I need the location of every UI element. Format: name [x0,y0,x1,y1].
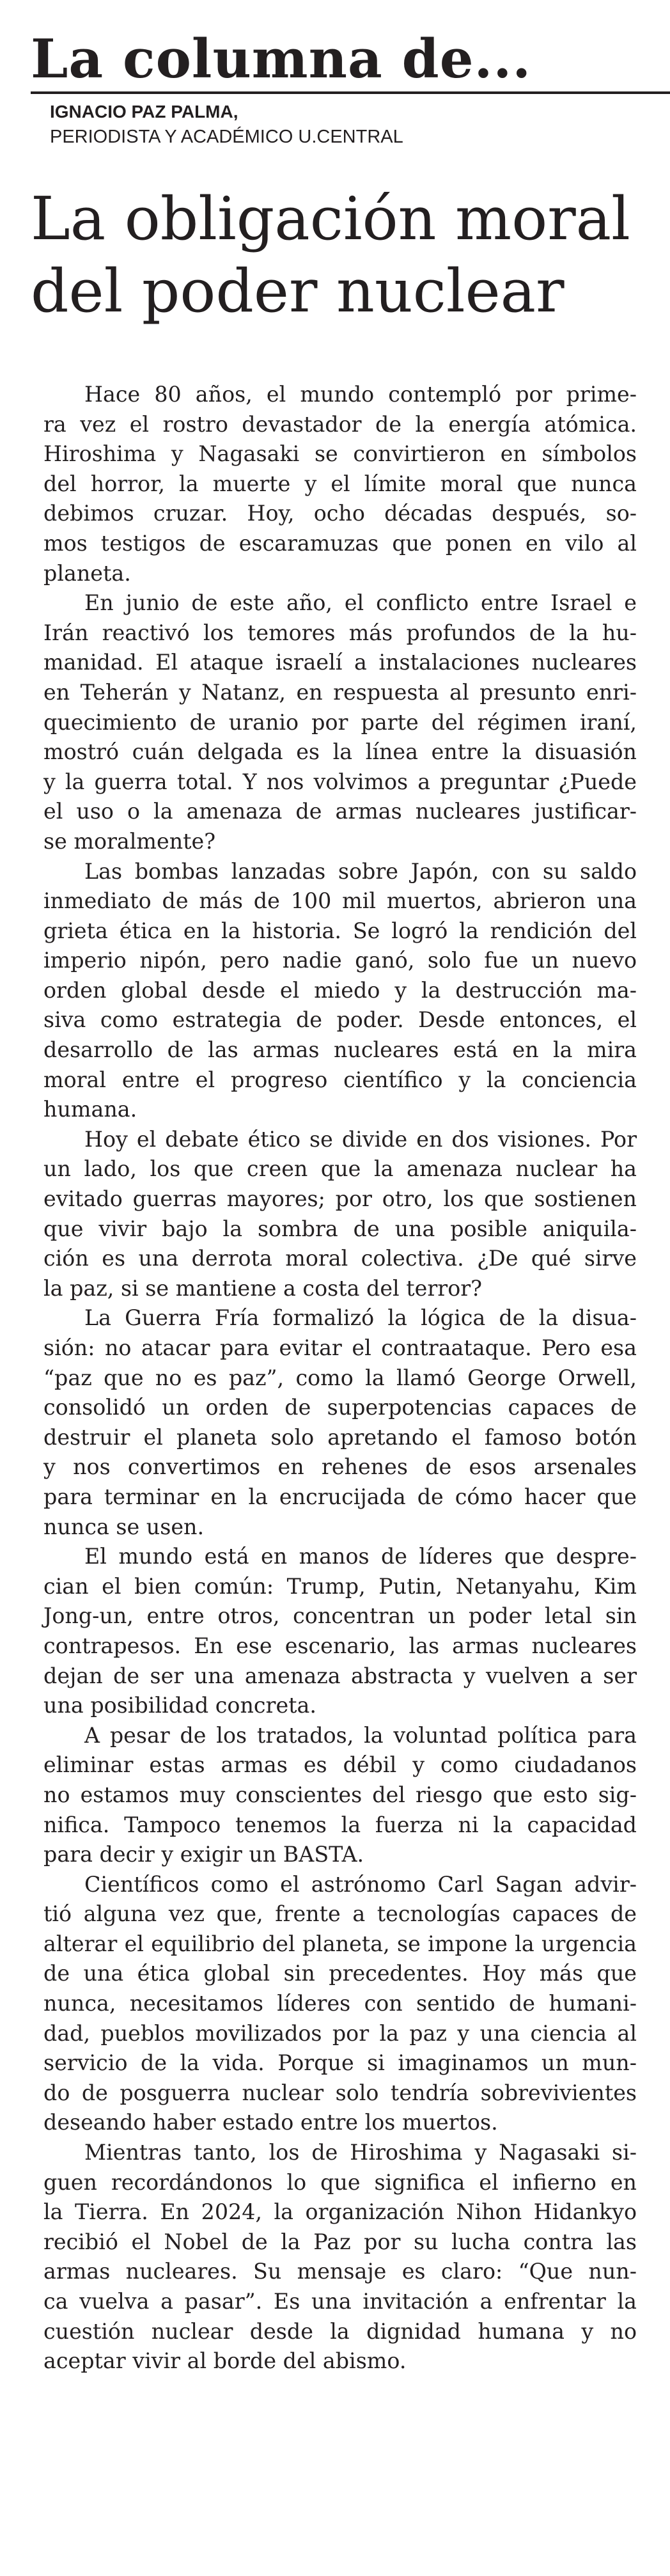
paragraph-line: Irán reactivó los temores más profundos de la hu- [43,620,637,645]
paragraph-line: desarrollo de las armas nucleares está en la mira [43,1037,637,1063]
paragraph-line: do de posguerra nuclear solo tendría sobrevivientes [43,2080,637,2105]
section-header [31,27,657,98]
paragraph-line: destruir el planeta solo apretando el famoso botón [43,1424,637,1450]
paragraph-line: nunca se usen. [43,1514,205,1539]
paragraph-line: para decir y exigir un BASTA. [43,1842,364,1867]
article-paragraph [43,857,637,1125]
paragraph-line: dad, pueblos movilizados por la paz y una ciencia al [43,2020,637,2046]
paragraph-line: cian el bien común: Trump, Putin, Netanyahu, Kim [43,1573,637,1599]
article-paragraph [43,1542,637,1721]
paragraph-line: que vivir bajo la sombra de una posible aniquila- [43,1216,637,1241]
paragraph-line: Científicos como el astrónomo Carl Sagan advir- [84,1871,637,1897]
paragraph-line: ca vuelva a pasar”. Es una invitación a enfrentar la [43,2289,637,2314]
paragraph-line: planeta. [43,560,131,586]
paragraph-line: A pesar de los tratados, la voluntad política para [84,1722,637,1748]
article-paragraph [43,1870,637,2138]
paragraph-line: sión: no atacar para evitar el contraataque. Pero esa [43,1335,637,1360]
paragraph-line: manidad. El ataque israelí a instalaciones nucleares [43,650,637,675]
paragraph-line: evitado guerras mayores; por otro, los que sostienen [43,1186,637,1212]
paragraph-line: recibió el Nobel de la Paz por su lucha contra las [43,2229,637,2254]
article-headline [31,183,664,327]
paragraph-line: Las bombas lanzadas sobre Japón, con su saldo [84,858,637,884]
paragraph-line: deseando haber estado entre los muertos. [43,2110,498,2135]
paragraph-line: servicio de la vida. Porque si imaginamos un mun- [43,2050,637,2076]
paragraph-line: inmediato de más de 100 mil muertos, abrieron una [43,888,637,914]
paragraph-line: la Tierra. En 2024, la organización Nihon Hidankyo [43,2199,637,2225]
paragraph-line: debimos cruzar. Hoy, ocho décadas después, so- [43,501,637,526]
paragraph-line: Hiroshima y Nagasaki se convirtieron en símbolos [43,441,637,467]
paragraph-line: del horror, la muerte y el límite moral que nunca [43,471,637,496]
paragraph-line: humana. [43,1097,137,1122]
paragraph-line: ra vez el rostro devastador de la energía atómica. [43,411,637,437]
article-paragraph [43,1721,637,1870]
paragraph-line: el uso o la amenaza de armas nucleares justificar- [43,799,637,824]
headline-line: La obligación moral [31,184,630,253]
section-title: La columna de... [31,27,532,90]
paragraph-line: orden global desde el miedo y la destrucción ma- [43,977,637,1003]
paragraph-line: un lado, los que creen que la amenaza nuclear ha [43,1156,637,1182]
author-name: IGNACIO PAZ PALMA, [50,102,238,122]
paragraph-line: El mundo está en manos de líderes que despre- [84,1544,637,1569]
article-body [43,380,637,2376]
paragraph-line: quecimiento de uranio por parte del régimen iraní, [43,709,637,735]
paragraph-line: eliminar estas armas es débil y como ciudadanos [43,1752,637,1778]
article-paragraph [43,1125,637,1304]
paragraph-line: no estamos muy conscientes del riesgo que esto sig- [43,1782,637,1807]
paragraph-line: una posibilidad concreta. [43,1693,316,1718]
paragraph-line: mostró cuán delgada es la línea entre la disuasión [43,739,637,765]
paragraph-line: contrapesos. En ese escenario, las armas nucleares [43,1633,637,1658]
paragraph-line: cuestión nuclear desde la dignidad humana y no [43,2318,637,2344]
paragraph-line: siva como estrategia de poder. Desde entonces, el [43,1007,637,1033]
paragraph-line: nifica. Tampoco tenemos la fuerza ni la capacidad [43,1812,637,1837]
byline [50,100,625,150]
paragraph-line: imperio nipón, pero nadie ganó, solo fue un nuevo [43,948,637,973]
paragraph-line: alterar el equilibrio del planeta, se impone la urgencia [43,1931,637,1956]
paragraph-line: de una ética global sin precedentes. Hoy más que [43,1961,637,1986]
paragraph-line: grieta ética en la historia. Se logró la rendición del [43,918,637,943]
paragraph-line: Mientras tanto, los de Hiroshima y Nagasaki si- [84,2140,637,2165]
article-paragraph [43,380,637,588]
paragraph-line: aceptar vivir al borde del abismo. [43,2348,407,2374]
paragraph-line: Hoy el debate ético se divide en dos visiones. Por [84,1126,637,1152]
paragraph-line: nunca, necesitamos líderes con sentido de humani- [43,1991,637,2016]
paragraph-line: “paz que no es paz”, como la llamó George Orwell, [43,1365,637,1390]
paragraph-line: la paz, si se mantiene a costa del terror? [43,1275,483,1301]
paragraph-line: y nos convertimos en rehenes de esos arsenales [43,1454,637,1480]
paragraph-line: moral entre el progreso científico y la conciencia [43,1067,637,1092]
headline-line: del poder nuclear [31,256,565,326]
paragraph-line: ción es una derrota moral colectiva. ¿De qué sirve [43,1246,637,1271]
paragraph-line: para terminar en la encrucijada de cómo hacer que [43,1484,637,1509]
paragraph-line: Hace 80 años, el mundo contempló por prime- [84,382,637,407]
paragraph-line: armas nucleares. Su mensaje es claro: “Que nun- [43,2259,637,2284]
author-role: PERIODISTA Y ACADÉMICO U.CENTRAL [50,127,403,147]
article-paragraph [43,1303,637,1542]
paragraph-line: En junio de este año, el conflicto entre Israel e [84,590,637,616]
paragraph-line: dejan de ser una amenaza abstracta y vuelven a ser [43,1663,637,1688]
paragraph-line: y la guerra total. Y nos volvimos a preguntar ¿Puede [43,769,637,794]
paragraph-line: Jong-un, entre otros, concentran un poder letal sin [43,1603,637,1629]
paragraph-line: tió alguna vez que, frente a tecnologías capaces de [43,1901,637,1927]
paragraph-line: se moralmente? [43,828,216,854]
paragraph-line: consolidó un orden de superpotencias capaces de [43,1395,637,1420]
paragraph-line: La Guerra Fría formalizó la lógica de la disua- [84,1305,637,1331]
article-paragraph [43,2138,637,2376]
paragraph-line: mos testigos de escaramuzas que ponen en vilo al [43,530,637,556]
section-divider [31,91,670,94]
paragraph-line: guen recordándonos lo que significa el infierno en [43,2169,637,2195]
article-paragraph [43,588,637,856]
paragraph-line: en Teherán y Natanz, en respuesta al presunto enri- [43,679,637,705]
